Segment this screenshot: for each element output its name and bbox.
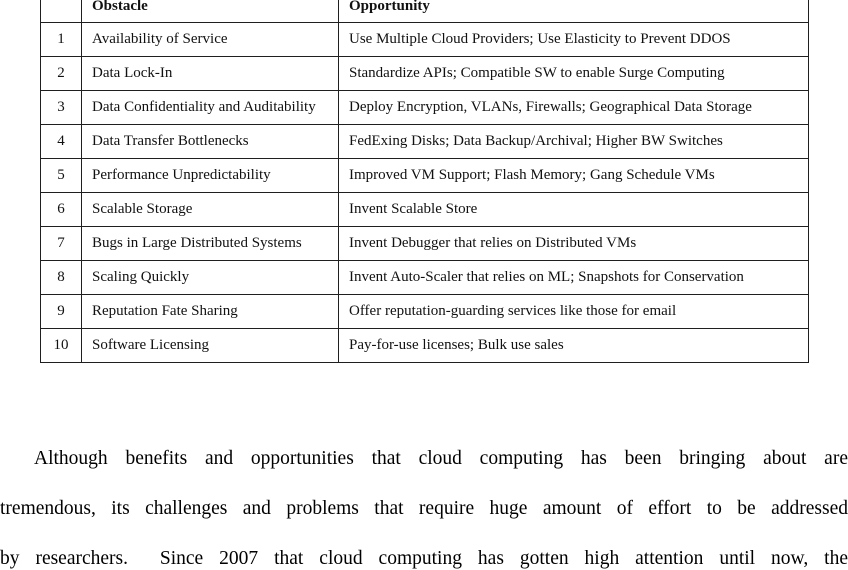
obstacle-opportunity-table (40, 0, 809, 363)
table-row (41, 329, 809, 363)
opportunity-cell: Standardize APIs; Compatible SW to enable Surge Computing (339, 57, 809, 91)
table-row (41, 91, 809, 125)
obstacle-cell: Data Transfer Bottlenecks (82, 125, 339, 159)
obstacle-cell: Reputation Fate Sharing (82, 295, 339, 329)
opportunity-cell: Deploy Encryption, VLANs, Firewalls; Geographical Data Storage (339, 91, 809, 125)
obstacle-cell: Scaling Quickly (82, 261, 339, 295)
body-paragraph (0, 434, 848, 570)
table-row (41, 159, 809, 193)
row-number-cell: 1 (41, 23, 82, 57)
row-number-cell: 10 (41, 329, 82, 363)
opportunity-cell: Invent Auto-Scaler that relies on ML; Snapshots for Conservation (339, 261, 809, 295)
paragraph-line: Although benefits and opportunities that cloud computing has been bringing about are (34, 448, 848, 469)
opportunity-cell: Use Multiple Cloud Providers; Use Elasticity to Prevent DDOS (339, 23, 809, 57)
row-number-cell: 3 (41, 91, 82, 125)
opportunity-cell: Improved VM Support; Flash Memory; Gang Schedule VMs (339, 159, 809, 193)
table-row (41, 193, 809, 227)
table-row (41, 57, 809, 91)
table-row (41, 125, 809, 159)
table-row (41, 295, 809, 329)
row-number-cell: 6 (41, 193, 82, 227)
row-number-cell: 9 (41, 295, 82, 329)
obstacle-cell: Data Confidentiality and Auditability (82, 91, 339, 125)
table-header-row (41, 0, 809, 23)
obstacle-cell: Data Lock-In (82, 57, 339, 91)
table-row (41, 227, 809, 261)
opportunity-cell: Offer reputation-guarding services like those for email (339, 295, 809, 329)
opportunity-cell: Invent Scalable Store (339, 193, 809, 227)
opportunity-column-header: Opportunity (339, 0, 809, 23)
row-number-cell: 8 (41, 261, 82, 295)
table-row (41, 23, 809, 57)
paragraph-line: tremendous, its challenges and problems that require huge amount of effort to be addressed (0, 498, 848, 519)
row-number-cell: 2 (41, 57, 82, 91)
row-number-header (41, 0, 82, 23)
obstacle-cell: Software Licensing (82, 329, 339, 363)
row-number-cell: 4 (41, 125, 82, 159)
obstacle-cell: Availability of Service (82, 23, 339, 57)
obstacle-column-header: Obstacle (82, 0, 339, 23)
row-number-cell: 7 (41, 227, 82, 261)
row-number-cell: 5 (41, 159, 82, 193)
obstacle-cell: Bugs in Large Distributed Systems (82, 227, 339, 261)
table-row (41, 261, 809, 295)
opportunity-cell: Invent Debugger that relies on Distributed VMs (339, 227, 809, 261)
obstacle-cell: Scalable Storage (82, 193, 339, 227)
obstacle-cell: Performance Unpredictability (82, 159, 339, 193)
paragraph-line: by researchers. Since 2007 that cloud computing has gotten high attention until now, the (0, 548, 848, 569)
opportunity-cell: Pay-for-use licenses; Bulk use sales (339, 329, 809, 363)
opportunity-cell: FedExing Disks; Data Backup/Archival; Higher BW Switches (339, 125, 809, 159)
